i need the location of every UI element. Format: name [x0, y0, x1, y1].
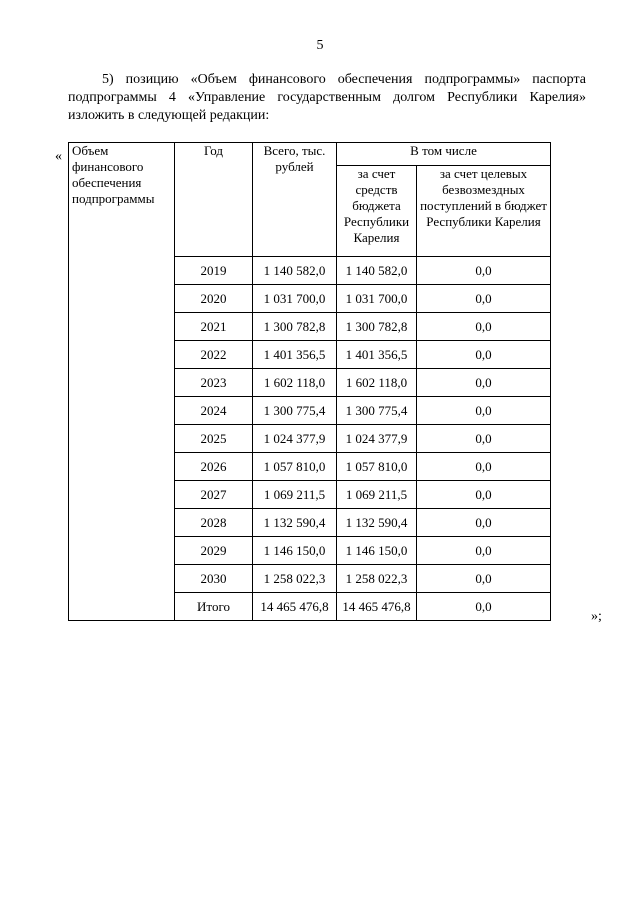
year-cell: 2024 [175, 397, 253, 425]
closing-quote: »; [591, 609, 602, 624]
year-cell: 2027 [175, 481, 253, 509]
grants-cell: 0,0 [417, 425, 551, 453]
budget-cell: 1 300 775,4 [337, 397, 417, 425]
total-cell: 1 132 590,4 [253, 509, 337, 537]
budget-cell: 1 401 356,5 [337, 341, 417, 369]
grants-cell: 0,0 [417, 537, 551, 565]
grants-cell: 0,0 [417, 397, 551, 425]
finance-table [68, 142, 551, 621]
total-cell: 1 602 118,0 [253, 369, 337, 397]
total-cell: 1 069 211,5 [253, 481, 337, 509]
grants-cell: 0,0 [417, 285, 551, 313]
year-cell: 2023 [175, 369, 253, 397]
total-cell: 1 140 582,0 [253, 257, 337, 285]
year-cell: 2019 [175, 257, 253, 285]
total-cell: 1 024 377,9 [253, 425, 337, 453]
total-cell: 1 401 356,5 [253, 341, 337, 369]
total-cell: 1 031 700,0 [253, 285, 337, 313]
label-cell: Объем финансового обеспечения подпрограммы [69, 143, 175, 621]
budget-cell: 14 465 476,8 [337, 593, 417, 621]
year-cell: Итого [175, 593, 253, 621]
page-number: 5 [316, 38, 324, 53]
header-row [69, 143, 551, 166]
grants-cell: 0,0 [417, 369, 551, 397]
total-cell: 1 300 782,8 [253, 313, 337, 341]
budget-cell: 1 300 782,8 [337, 313, 417, 341]
total-cell: 1 258 022,3 [253, 565, 337, 593]
total-cell: 1 300 775,4 [253, 397, 337, 425]
grants-cell: 0,0 [417, 481, 551, 509]
total-cell: 14 465 476,8 [253, 593, 337, 621]
opening-quote: « [55, 149, 62, 164]
grants-cell: 0,0 [417, 257, 551, 285]
budget-cell: 1 031 700,0 [337, 285, 417, 313]
year-cell: 2025 [175, 425, 253, 453]
budget-cell: 1 069 211,5 [337, 481, 417, 509]
year-cell: 2026 [175, 453, 253, 481]
year-cell: 2030 [175, 565, 253, 593]
budget-cell: 1 057 810,0 [337, 453, 417, 481]
grants-cell: 0,0 [417, 341, 551, 369]
grants-cell: 0,0 [417, 313, 551, 341]
grants-cell: 0,0 [417, 565, 551, 593]
header-year: Год [175, 143, 253, 257]
grants-cell: 0,0 [417, 593, 551, 621]
total-cell: 1 057 810,0 [253, 453, 337, 481]
budget-cell: 1 602 118,0 [337, 369, 417, 397]
budget-cell: 1 258 022,3 [337, 565, 417, 593]
budget-cell: 1 140 582,0 [337, 257, 417, 285]
budget-cell: 1 146 150,0 [337, 537, 417, 565]
header-total: Всего, тыс. рублей [253, 143, 337, 257]
header-grants: за счет целевых безвозмездных поступлений в бюджет Республики Карелия [417, 166, 551, 257]
year-cell: 2022 [175, 341, 253, 369]
year-cell: 2020 [175, 285, 253, 313]
year-cell: 2029 [175, 537, 253, 565]
budget-cell: 1 024 377,9 [337, 425, 417, 453]
grants-cell: 0,0 [417, 453, 551, 481]
year-cell: 2028 [175, 509, 253, 537]
budget-cell: 1 132 590,4 [337, 509, 417, 537]
header-including: В том числе [337, 143, 551, 166]
total-cell: 1 146 150,0 [253, 537, 337, 565]
intro-paragraph: 5) позицию «Объем финансового обеспечения подпрограммы» паспорта подпрограммы 4 «Управление государственным долгом Республики Карелия» изложить в следующей редакции: [68, 72, 586, 123]
grants-cell: 0,0 [417, 509, 551, 537]
year-cell: 2021 [175, 313, 253, 341]
header-budget: за счет средств бюджета Республики Карелия [337, 166, 417, 257]
